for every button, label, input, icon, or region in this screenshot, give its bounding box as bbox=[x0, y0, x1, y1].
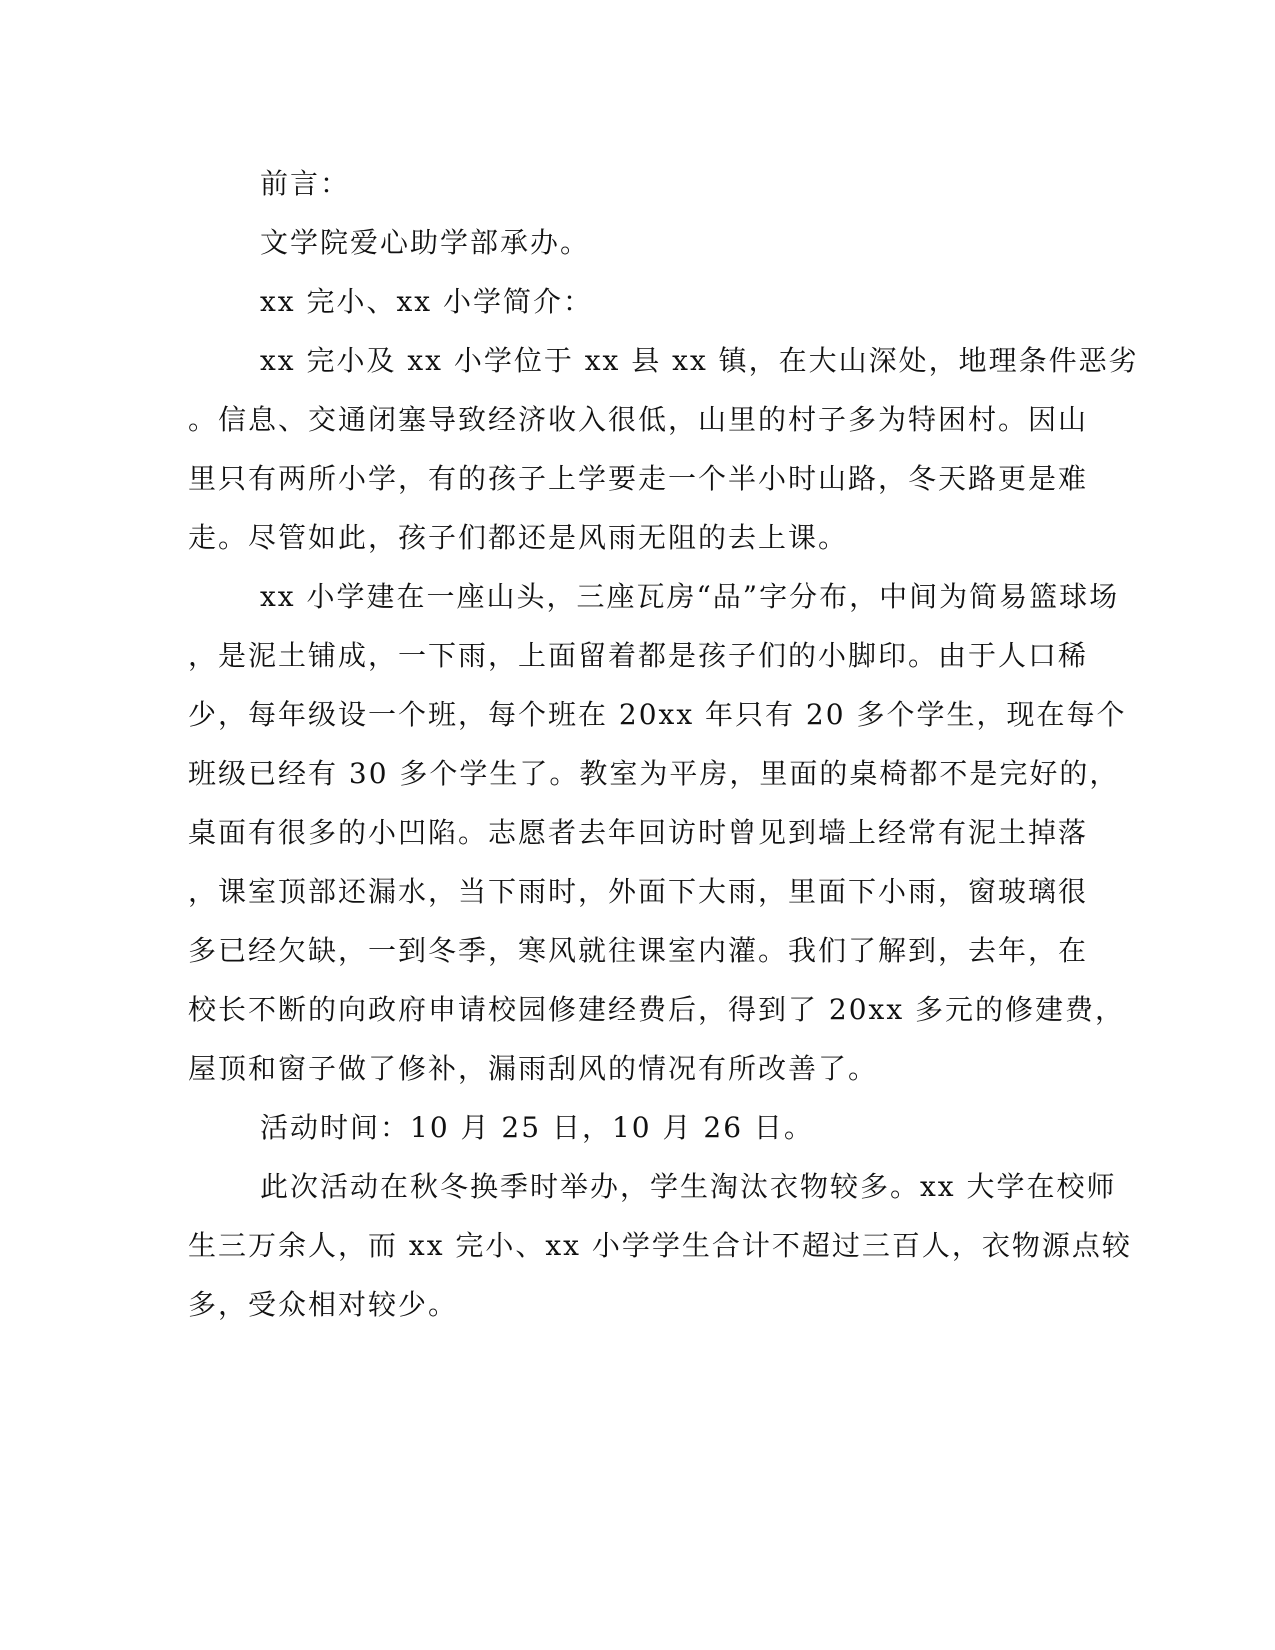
paragraph-line: 多，受众相对较少。 bbox=[188, 1288, 459, 1321]
paragraph-line: 桌面有很多的小凹陷。志愿者去年回访时曾见到墙上经常有泥土掉落 bbox=[188, 816, 1089, 849]
school-intro-heading: xx 完小、xx 小学简介： bbox=[260, 285, 593, 318]
paragraph-line: xx 完小及 xx 小学位于 xx 县 xx 镇，在大山深处，地理条件恶劣 bbox=[260, 344, 1139, 377]
paragraph-line: 。信息、交通闭塞导致经济收入很低，山里的村子多为特困村。因山 bbox=[188, 403, 1089, 436]
paragraph-line: ，课室顶部还漏水，当下雨时，外面下大雨，里面下小雨，窗玻璃很 bbox=[188, 875, 1089, 908]
paragraph-line: 班级已经有 30 多个学生了。教室为平房，里面的桌椅都不是完好的， bbox=[188, 757, 1120, 790]
paragraph-line: 生三万余人，而 xx 完小、xx 小学学生合计不超过三百人，衣物源点较 bbox=[188, 1229, 1132, 1262]
preface-heading: 前言： bbox=[260, 167, 351, 200]
paragraph-line: 屋顶和窗子做了修补，漏雨刮风的情况有所改善了。 bbox=[188, 1052, 879, 1085]
paragraph-line: 走。尽管如此，孩子们都还是风雨无阻的去上课。 bbox=[188, 521, 849, 554]
activity-time-line: 活动时间：10 月 25 日，10 月 26 日。 bbox=[260, 1111, 814, 1144]
paragraph-line: 校长不断的向政府申请校园修建经费后，得到了 20xx 多元的修建费， bbox=[188, 993, 1126, 1026]
paragraph-line: 此次活动在秋冬换季时举办，学生淘汰衣物较多。xx 大学在校师 bbox=[260, 1170, 1117, 1203]
organizer-line: 文学院爱心助学部承办。 bbox=[260, 226, 591, 259]
paragraph-line: xx 小学建在一座山头，三座瓦房“品”字分布，中间为简易篮球场 bbox=[260, 580, 1120, 613]
paragraph-line: ，是泥土铺成，一下雨，上面留着都是孩子们的小脚印。由于人口稀 bbox=[188, 639, 1089, 672]
paragraph-line: 里只有两所小学，有的孩子上学要走一个半小时山路，冬天路更是难 bbox=[188, 462, 1089, 495]
paragraph-line: 多已经欠缺，一到冬季，寒风就往课室内灌。我们了解到，去年，在 bbox=[188, 934, 1089, 967]
paragraph-line: 少，每年级设一个班，每个班在 20xx 年只有 20 多个学生，现在每个 bbox=[188, 698, 1127, 731]
